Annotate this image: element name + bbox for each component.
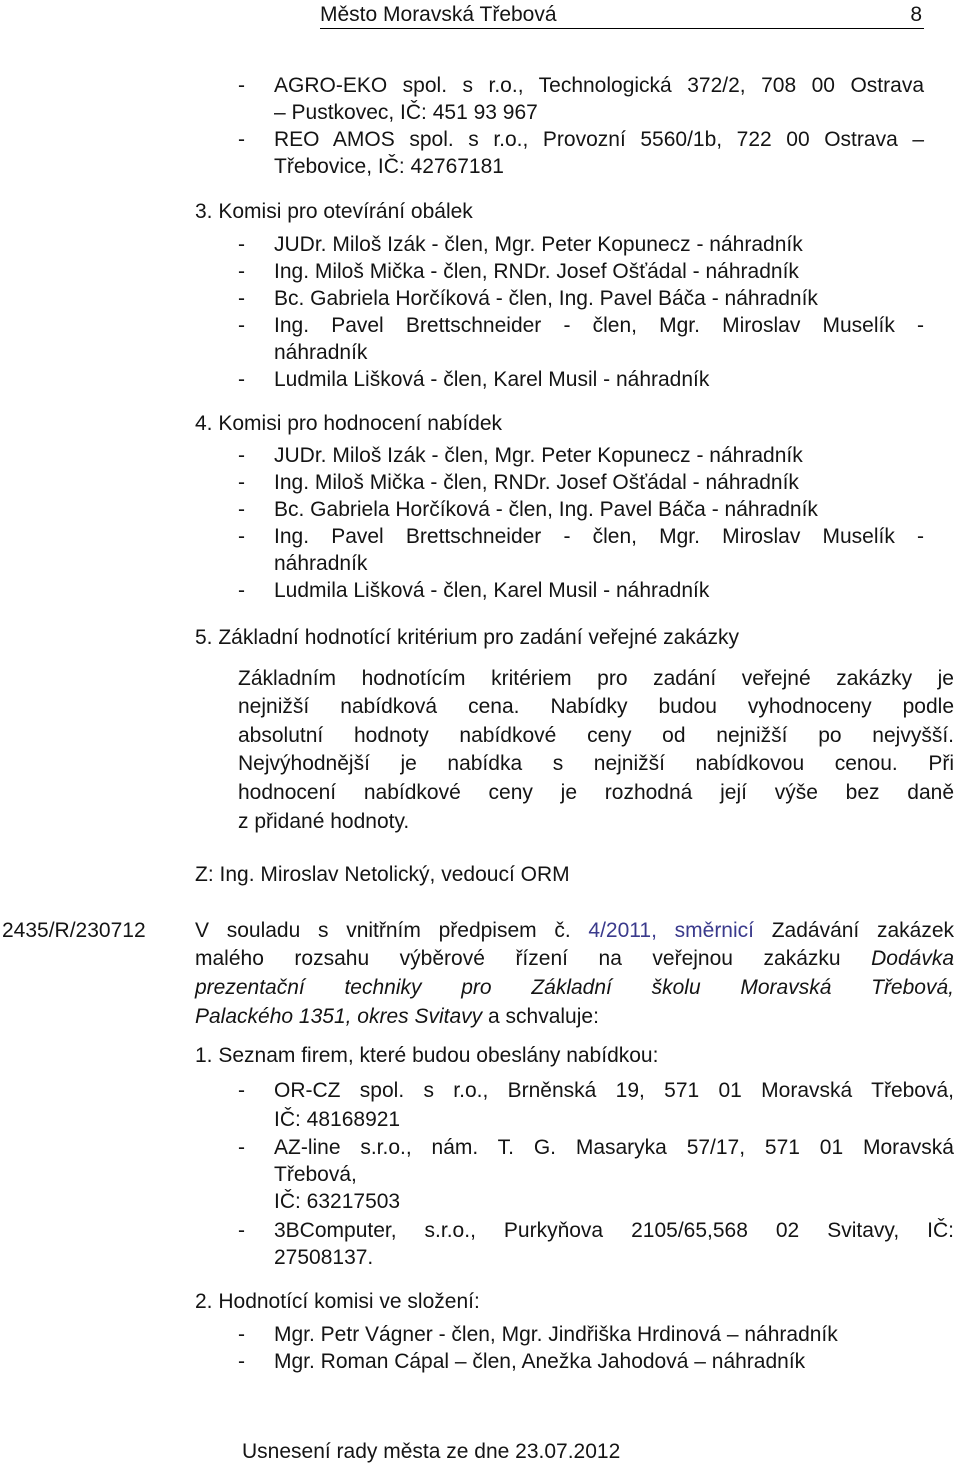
list-dash: - [238, 233, 245, 256]
resolution-line: V souladu s vnitřním předpisem č. 4/2011, směrnicí Zadávání zakázek [195, 919, 955, 942]
resolution-number: 2435/R/230712 [2, 919, 146, 942]
paragraph-line: absolutní hodnoty nabídkové ceny od nejnižší po nejvyšší. [238, 724, 954, 747]
list-item: Třebová, [274, 1163, 357, 1186]
list-item: Ing. Pavel Brettschneider - člen, Mgr. Miroslav Muselík - [274, 314, 924, 337]
list-dash: - [238, 287, 245, 310]
list-item: Ludmila Lišková - člen, Karel Musil - náhradník [274, 368, 710, 391]
header-title: Město Moravská Třebová [320, 3, 557, 26]
list-dash: - [238, 1323, 245, 1346]
resolution-line: prezentační techniky pro Základní školu Moravská Třebová, [195, 976, 954, 999]
list-dash: - [238, 368, 245, 391]
list-dash: - [238, 1136, 245, 1159]
list-item: Ludmila Lišková - člen, Karel Musil - náhradník [274, 579, 710, 602]
list-item: Třebovice, IČ: 42767181 [274, 155, 504, 178]
resolution-line: Palackého 1351, okres Svitavy a schvaluje: [195, 1005, 599, 1028]
list-item: Mgr. Roman Cápal – člen, Anežka Jahodová – náhradník [274, 1350, 806, 1373]
paragraph-line: Nejvýhodnější je nabídka s nejnižší nabídkovou cenou. Při [238, 752, 954, 775]
list-dash: - [238, 314, 245, 337]
page-header [320, 4, 924, 29]
list-dash: - [238, 74, 245, 97]
section-heading-3: 3. Komisi pro otevírání obálek [195, 200, 473, 223]
list-item: Ing. Pavel Brettschneider - člen, Mgr. Miroslav Muselík - [274, 525, 924, 548]
list-item: 27508137. [274, 1246, 374, 1269]
list-dash: - [238, 444, 245, 467]
list-dash: - [238, 260, 245, 283]
list-item: AZ-line s.r.o., nám. T. G. Masaryka 57/17, 571 01 Moravská [274, 1136, 954, 1159]
page-footer: Usnesení rady města ze dne 23.07.2012 [242, 1440, 621, 1463]
list-dash: - [238, 1219, 245, 1242]
list-item: Bc. Gabriela Horčíková - člen, Ing. Pavel Báča - náhradník [274, 498, 818, 521]
paragraph-line: z přidané hodnoty. [238, 810, 410, 833]
list-item: Bc. Gabriela Horčíková - člen, Ing. Pavel Báča - náhradník [274, 287, 818, 310]
list-item: JUDr. Miloš Izák - člen, Mgr. Peter Kopunecz - náhradník [274, 233, 803, 256]
section-heading-4: 4. Komisi pro hodnocení nabídek [195, 412, 503, 435]
list-item: – Pustkovec, IČ: 451 93 967 [274, 101, 538, 124]
responsible-person: Z: Ing. Miroslav Netolický, vedoucí ORM [195, 863, 570, 886]
page-number: 8 [910, 3, 922, 26]
list-dash: - [238, 128, 245, 151]
res-section-heading-2: 2. Hodnotící komisi ve složení: [195, 1290, 480, 1313]
section-heading-5: 5. Základní hodnotící kritérium pro zadání veřejné zakázky [195, 626, 739, 649]
list-dash: - [238, 1079, 245, 1102]
list-item: Mgr. Petr Vágner - člen, Mgr. Jindřiška Hrdinová – náhradník [274, 1323, 838, 1346]
res-section-heading-1: 1. Seznam firem, které budou obeslány nabídkou: [195, 1044, 659, 1067]
resolution-line: malého rozsahu výběrové řízení na veřejnou zakázku Dodávka [195, 947, 954, 970]
paragraph-line: nejnižší nabídková cena. Nabídky budou vyhodnoceny podle [238, 695, 954, 718]
list-item: náhradník [274, 552, 368, 575]
list-dash: - [238, 498, 245, 521]
list-item: Ing. Miloš Mička - člen, RNDr. Josef Ošťádal - náhradník [274, 260, 799, 283]
list-dash: - [238, 471, 245, 494]
list-item: 3BComputer, s.r.o., Purkyňova 2105/65,568 02 Svitavy, IČ: [274, 1219, 954, 1242]
list-item: JUDr. Miloš Izák - člen, Mgr. Peter Kopunecz - náhradník [274, 444, 803, 467]
list-dash: - [238, 1350, 245, 1373]
list-item: OR-CZ spol. s r.o., Brněnská 19, 571 01 Moravská Třebová, [274, 1079, 954, 1102]
list-dash: - [238, 525, 245, 548]
paragraph-line: Základním hodnotícím kritériem pro zadání veřejné zakázky je [238, 667, 954, 690]
list-item: IČ: 63217503 [274, 1190, 401, 1213]
list-item: náhradník [274, 341, 368, 364]
list-item: Ing. Miloš Mička - člen, RNDr. Josef Ošťádal - náhradník [274, 471, 799, 494]
list-item: IČ: 48168921 [274, 1108, 401, 1131]
list-item: AGRO-EKO spol. s r.o., Technologická 372/2, 708 00 Ostrava [274, 74, 924, 97]
paragraph-line: hodnocení nabídkové ceny je rozhodná její výše bez daně [238, 781, 954, 804]
list-item: REO AMOS spol. s r.o., Provozní 5560/1b, 722 00 Ostrava – [274, 128, 924, 151]
list-dash: - [238, 579, 245, 602]
